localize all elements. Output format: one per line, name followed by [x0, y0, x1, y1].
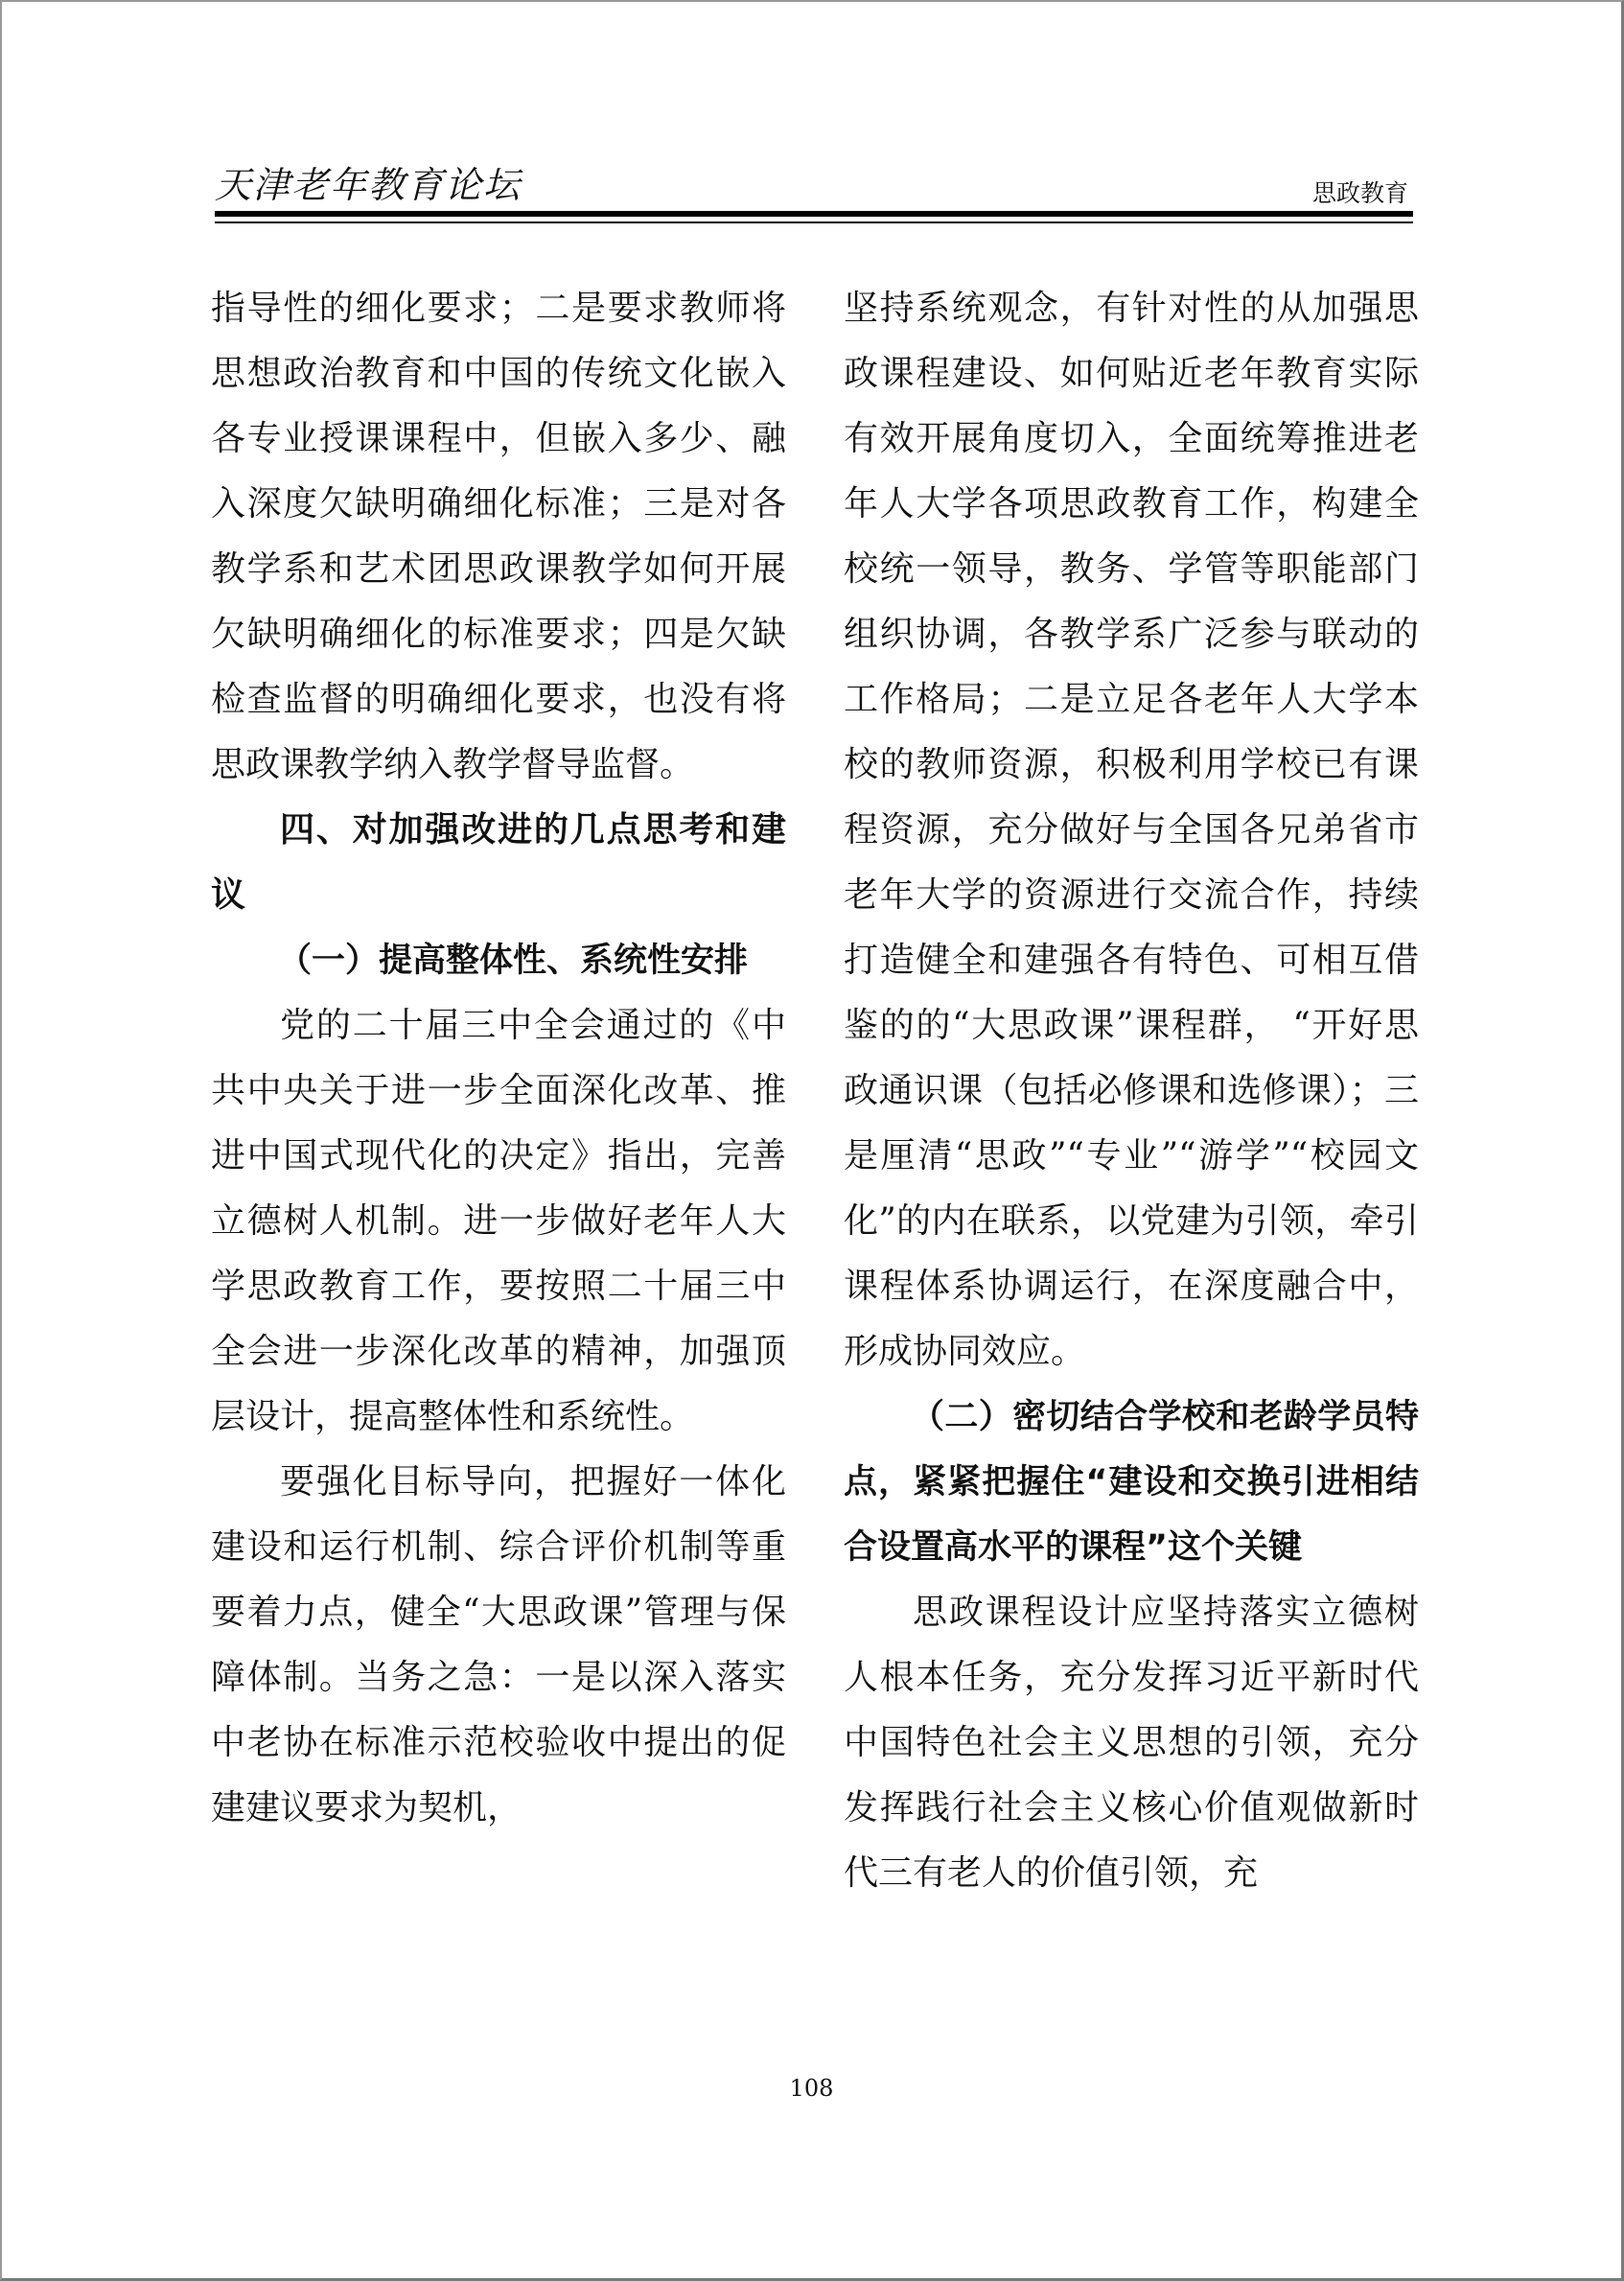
subsection-heading: （二）密切结合学校和老龄学员特点，紧紧把握住“建设和交换引进相结合设置高水平的课程”这个关键 — [844, 1398, 1419, 1567]
header-rule-thin — [215, 221, 1413, 223]
paragraph: 坚持系统观念，有针对性的从加强思政课程建设、如何贴近老年教育实际有效开展角度切入，全面统筹推进老年人大学各项思政教育工作，构建全校统一领导，教务、学管等职能部门组织协调，各教学系广泛参与联动的工作格局；二是立足各老年人大学本校的教师资源，积极利用学校已有课程资源，充分做好与全国各兄弟省市老年大学的资源进行交流合作，持续打造健全和建强各有特色、可相互借鉴的的“大思政课”课程群， “开好思政通识课（包括必修课和选修课）；三是厘清“思政”“专业”“游学”“校园文化”的内在联系，以党建为引领，牵引课程体系协调运行，在深度融合中，形成协同效应。 — [844, 289, 1419, 1371]
paragraph: 党的二十届三中全会通过的《中共中央关于进一步全面深化改革、推进中国式现代化的决定》指出，完善立德树人机制。进一步做好老年人大学思政教育工作，要按照二十届三中全会进一步深化改革的精神，加强顶层设计，提高整体性和系统性。 — [211, 1006, 786, 1436]
journal-title: 天津老年教育论坛 — [215, 164, 522, 206]
section-heading: 四、对加强改进的几点思考和建议 — [211, 810, 786, 915]
left-column — [211, 276, 786, 1841]
paragraph: 要强化目标导向，把握好一体化建设和运行机制、综合评价机制等重要着力点，健全“大思政课”管理与保障体制。当务之急：一是以深入落实中老协在标准示范校验收中提出的促建建议要求为契机， — [211, 1462, 786, 1827]
page-number: 108 — [789, 2075, 834, 2102]
header-rule-thick — [215, 211, 1413, 217]
paragraph: 指导性的细化要求；二是要求教师将思想政治教育和中国的传统文化嵌入各专业授课课程中，但嵌入多少、融入深度欠缺明确细化标准；三是对各教学系和艺术团思政课教学如何开展欠缺明确细化的标准要求；四是欠缺检查监督的明确细化要求，也没有将思政课教学纳入教学督导监督。 — [211, 289, 786, 784]
right-column — [844, 276, 1419, 1906]
section-label: 思政教育 — [1311, 179, 1408, 207]
paragraph: 思政课程设计应坚持落实立德树人根本任务，充分发挥习近平新时代中国特色社会主义思想的引领，充分发挥践行社会主义核心价值观做新时代三有老人的价值引领，充 — [844, 1593, 1419, 1893]
subsection-heading: （一）提高整体性、系统性安排 — [278, 942, 749, 980]
